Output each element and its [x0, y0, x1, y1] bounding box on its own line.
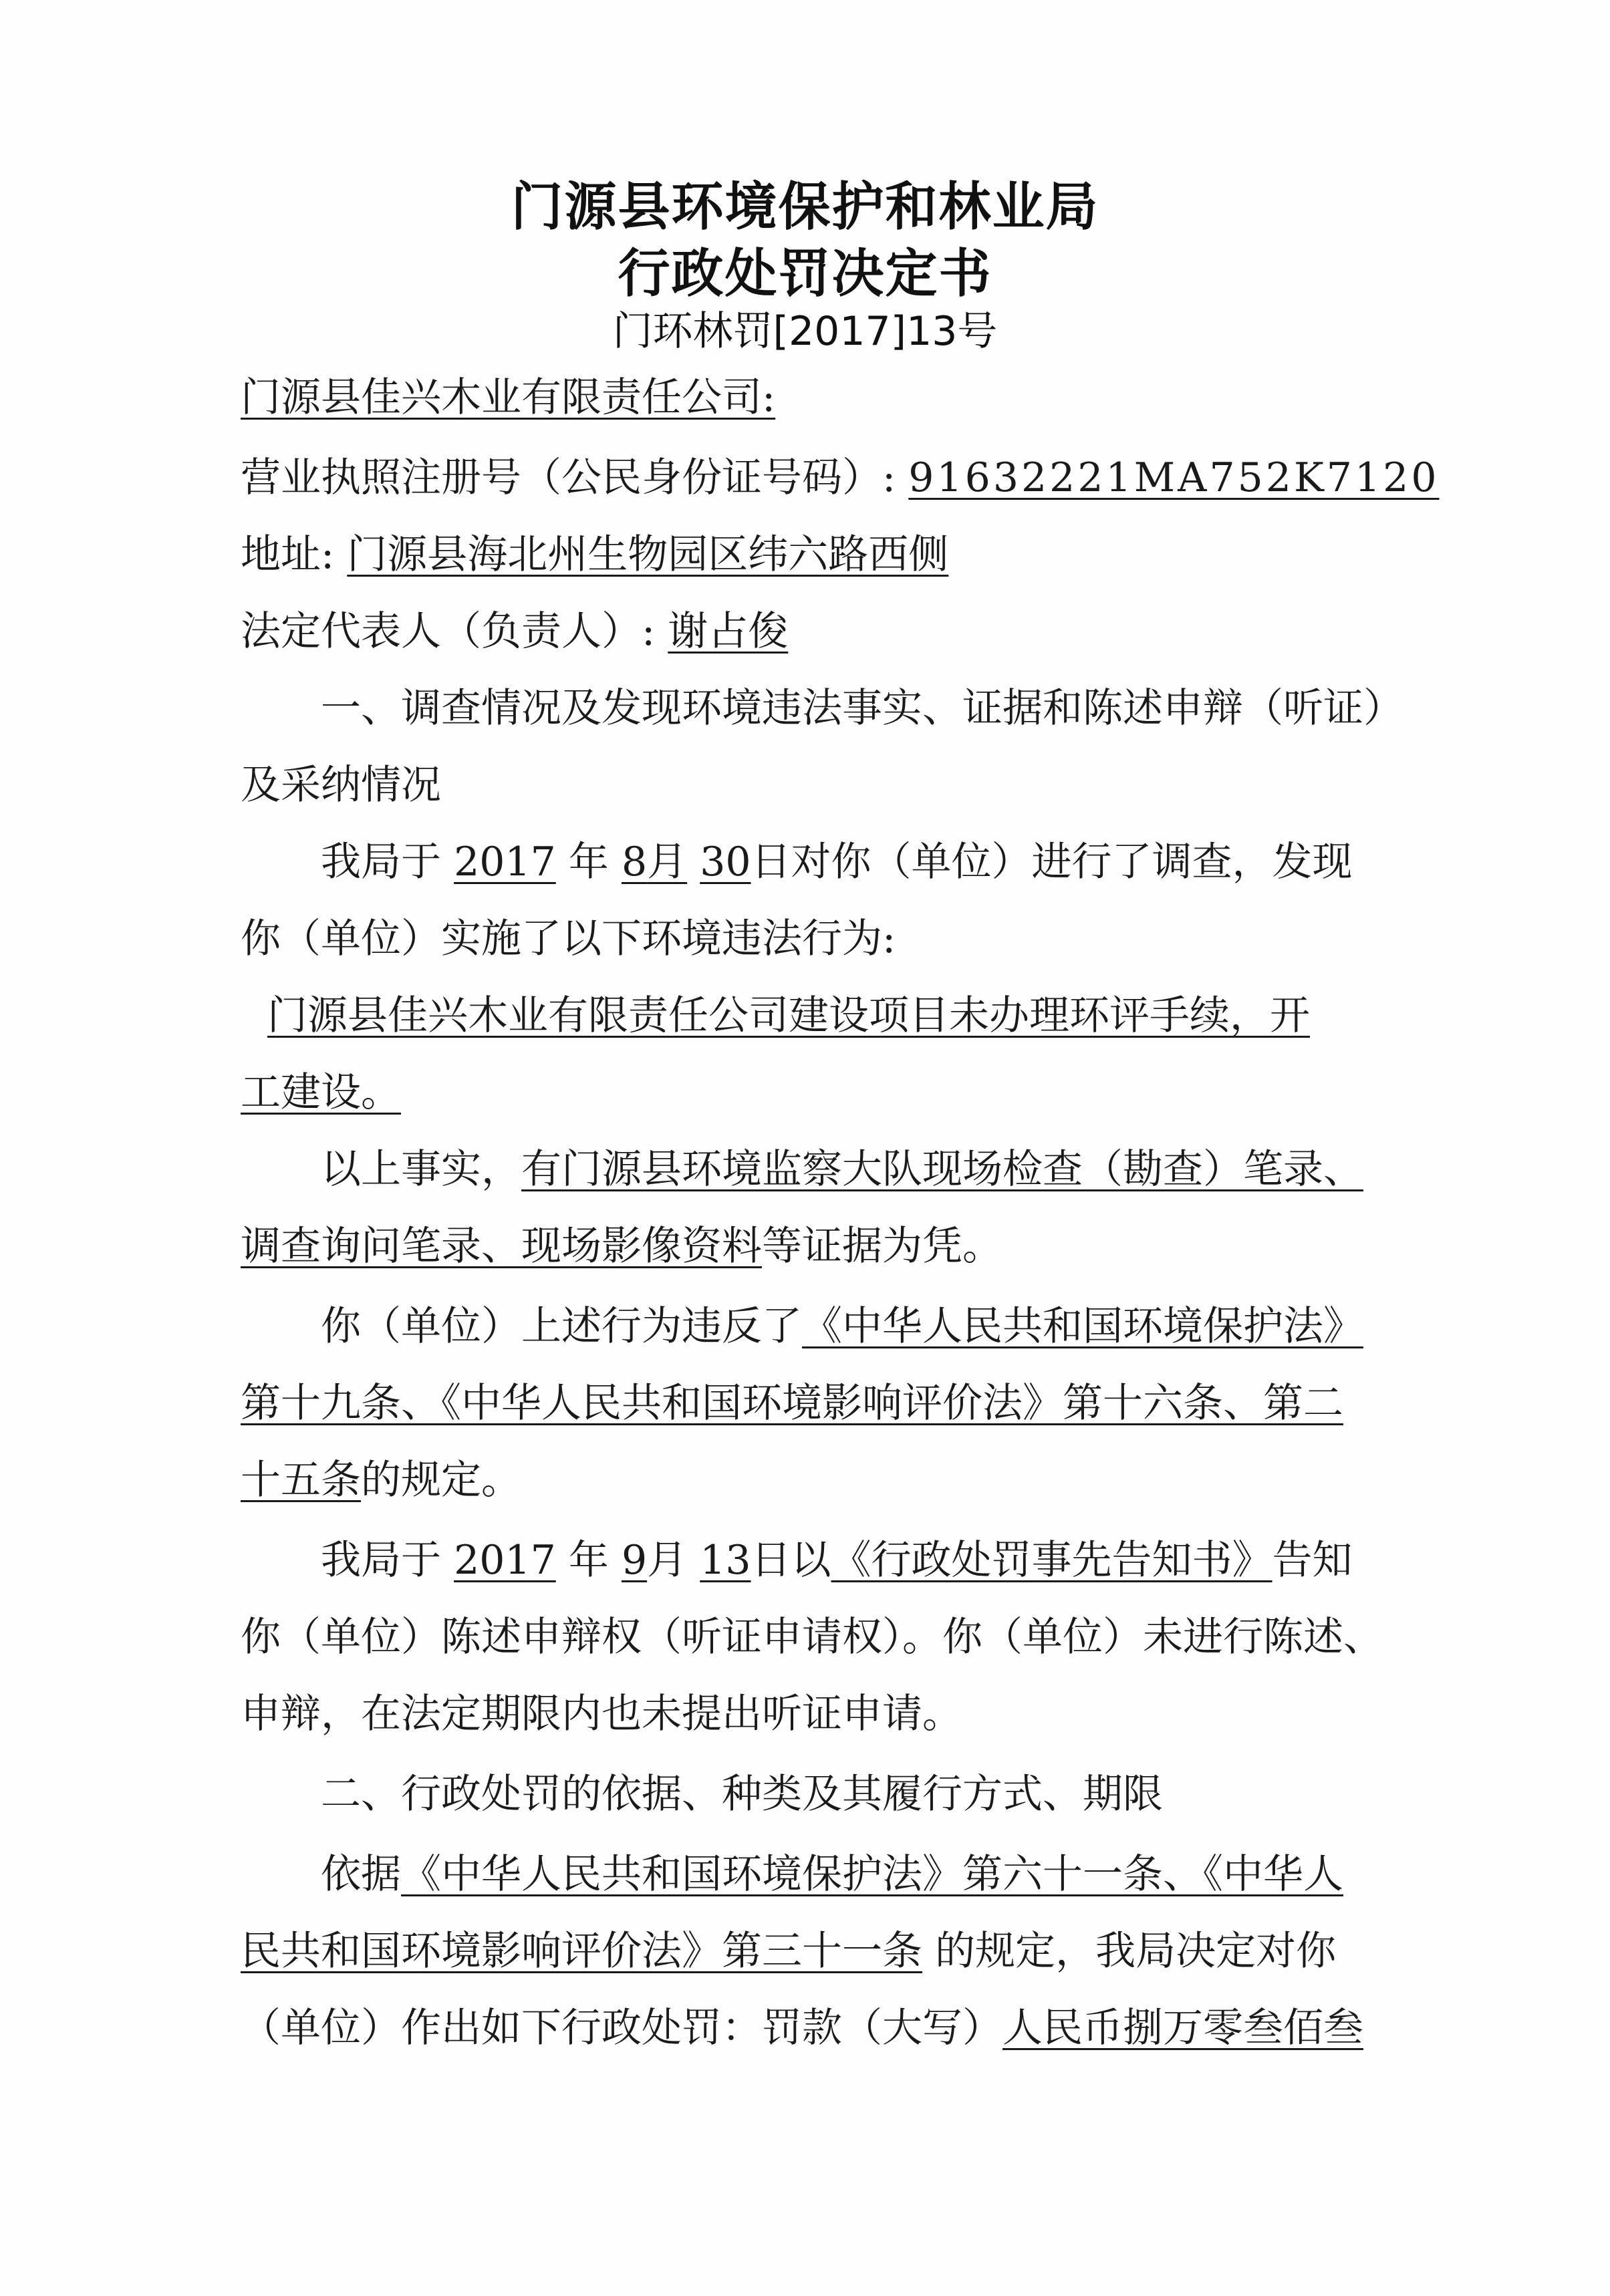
basis-citation-cont: 民共和国环境影响评价法》第三十一条 [241, 1928, 922, 1975]
law-line-1 [321, 1300, 1390, 1353]
violation-line-1 [267, 989, 1417, 1042]
penalty-line [241, 2001, 1390, 2055]
notice-day: 13 [700, 1537, 751, 1584]
law-citation-cont: 第十九条、《中华人民共和国环境影响评价法》第十六条、第二 [241, 1380, 1343, 1427]
party-name: 门源县佳兴木业有限责任公司: [241, 374, 776, 421]
notice-month-unit: 月 [647, 1537, 688, 1584]
violation-text-cont: 工建设。 [241, 1069, 401, 1116]
notice-prefix: 我局于 [321, 1537, 441, 1584]
notice-suffix: 告知 [1272, 1537, 1353, 1584]
basis-line-2 [241, 1924, 1390, 1978]
violation-line-2 [241, 1066, 1390, 1119]
investigation-month: 8 [621, 839, 648, 885]
month-unit: 月 [647, 839, 688, 885]
law-line-3 [241, 1453, 1390, 1507]
address-value: 门源县海北州生物园区纬六路西侧 [347, 531, 949, 578]
basis-suffix: 的规定，我局决定对你 [935, 1928, 1337, 1975]
notice-year: 2017 [454, 1537, 556, 1584]
year-unit: 年 [568, 839, 609, 885]
representative-label: 法定代表人（负责人）: [241, 608, 656, 655]
section2-heading: 二、行政处罚的依据、种类及其履行方式、期限 [321, 1771, 1163, 1818]
representative-value: 谢占俊 [668, 608, 789, 655]
basis-citation: 《中华人民共和国环境保护法》第六十一条、《中华人 [401, 1851, 1343, 1898]
investigation-line-2: 你（单位）实施了以下环境违法行为: [241, 915, 896, 962]
document-number: 门环林罚[2017]13号 [612, 308, 998, 355]
notice-line-2: 你（单位）陈述申辩权（听证申请权）。你（单位）未进行陈述、 [241, 1614, 1383, 1661]
address-label: 地址: [241, 531, 335, 578]
law-suffix: 的规定。 [361, 1457, 521, 1503]
notice-line-1 [321, 1534, 1390, 1587]
license-label: 营业执照注册号（公民身份证号码）: [241, 454, 896, 501]
law-citation-end: 十五条 [241, 1457, 361, 1503]
license-line [241, 451, 1440, 505]
law-prefix: 你（单位）上述行为违反了 [321, 1303, 802, 1350]
law-line-2 [241, 1377, 1390, 1430]
evidence-suffix: 等证据为凭。 [762, 1223, 1002, 1270]
document-title-agency: 门源县环境保护和林业局 [511, 176, 1099, 237]
investigation-line-1 [321, 835, 1390, 889]
party-name-line [241, 371, 1390, 424]
document-title-type: 行政处罚决定书 [618, 243, 992, 304]
notice-month: 9 [621, 1537, 648, 1584]
penalty-text: （单位）作出如下行政处罚：罚款（大写） [241, 2005, 1002, 2051]
notice-document: 《行政处罚事先告知书》 [831, 1537, 1272, 1584]
evidence-text-cont: 调查询问笔录、现场影像资料 [241, 1223, 762, 1270]
basis-prefix: 依据 [321, 1851, 401, 1898]
evidence-line-1 [321, 1143, 1390, 1196]
notice-day-unit: 日以 [751, 1537, 831, 1584]
investigation-text: 我局于 [321, 839, 441, 885]
notice-year-unit: 年 [568, 1537, 609, 1584]
section1-heading: 一、调查情况及发现环境违法事实、证据和陈述申辩（听证） [321, 685, 1403, 732]
license-value: 91632221MA752K7120 [908, 454, 1440, 501]
law-citation: 《中华人民共和国环境保护法》 [802, 1303, 1363, 1350]
basis-line-1 [321, 1848, 1390, 1901]
representative-line [241, 605, 1390, 658]
notice-line-3: 申辩，在法定期限内也未提出听证申请。 [241, 1691, 962, 1737]
investigation-text-post: 日对你（单位）进行了调查，发现 [751, 839, 1353, 885]
investigation-year: 2017 [454, 839, 556, 885]
investigation-day: 30 [700, 839, 751, 885]
section1-heading-cont: 及采纳情况 [241, 762, 441, 809]
address-line [241, 528, 1390, 581]
evidence-text: 有门源县环境监察大队现场检查（勘查）笔录、 [521, 1146, 1363, 1193]
penalty-amount: 人民币捌万零叁佰叁 [1002, 2005, 1363, 2051]
evidence-prefix: 以上事实， [321, 1146, 521, 1193]
evidence-line-2 [241, 1219, 1390, 1273]
violation-text: 门源县佳兴木业有限责任公司建设项目未办理环评手续，开 [267, 992, 1310, 1039]
